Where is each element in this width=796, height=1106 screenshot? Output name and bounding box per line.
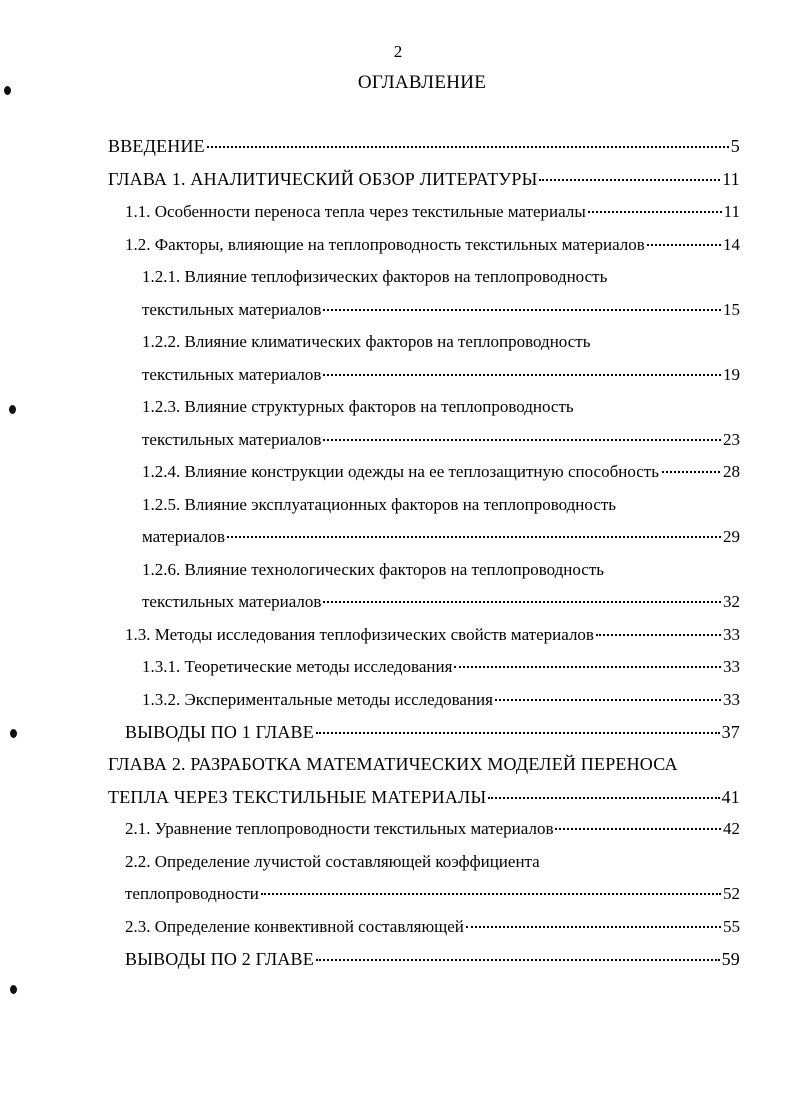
toc-entry[interactable]	[142, 264, 607, 290]
toc-entry-text: 1.3.2. Экспериментальные методы исследования	[142, 690, 493, 709]
binding-hole-mark	[9, 405, 16, 414]
toc-entry[interactable]	[108, 133, 740, 159]
toc-entry[interactable]	[125, 199, 740, 225]
toc-entry[interactable]	[142, 654, 740, 680]
toc-entry-text: ГЛАВА 1. АНАЛИТИЧЕСКИЙ ОБЗОР ЛИТЕРАТУРЫ	[108, 169, 538, 189]
toc-entry-text: ВЫВОДЫ ПО 1 ГЛАВЕ	[125, 722, 314, 742]
toc-entry-page: 55	[723, 917, 740, 936]
toc-entry[interactable]	[125, 881, 740, 907]
toc-entry-text: 1.2.3. Влияние структурных факторов на теплопроводность	[142, 397, 574, 416]
leader-dots	[323, 309, 721, 311]
leader-dots	[227, 536, 721, 538]
leader-dots	[662, 471, 720, 473]
toc-entry[interactable]	[125, 914, 740, 940]
toc-entry-page: 33	[723, 625, 740, 644]
page-title: ОГЛАВЛЕНИЕ	[357, 72, 487, 93]
toc-entry-page: 42	[723, 819, 740, 838]
leader-dots	[488, 797, 719, 799]
toc-entry-text: материалов	[142, 527, 226, 546]
binding-hole-mark	[4, 86, 11, 95]
toc-entry[interactable]	[108, 751, 678, 777]
toc-entry-text: ГЛАВА 2. РАЗРАБОТКА МАТЕМАТИЧЕСКИХ МОДЕЛЕЙ ПЕРЕНОСА	[108, 754, 678, 774]
binding-hole-mark	[10, 985, 17, 994]
toc-entry[interactable]	[142, 329, 590, 355]
toc-entry-text: 1.2.1. Влияние теплофизических факторов на теплопроводность	[142, 267, 608, 286]
toc-entry-text: ВВЕДЕНИЕ	[108, 136, 205, 156]
leader-dots	[261, 893, 721, 895]
toc-entry[interactable]	[125, 849, 540, 875]
toc-entry-page: 33	[723, 657, 740, 676]
toc-entry[interactable]	[125, 946, 740, 972]
toc-entry-text: текстильных материалов	[142, 592, 322, 611]
binding-hole-mark	[10, 729, 17, 738]
toc-entry-text: 2.1. Уравнение теплопроводности текстильных материалов	[125, 819, 554, 838]
toc-entry-page: 29	[723, 527, 740, 546]
toc-entry[interactable]	[142, 362, 740, 388]
toc-entry-text: 2.3. Определение конвективной составляющей	[125, 917, 464, 936]
leader-dots	[647, 244, 721, 246]
toc-entry-text: 1.2. Факторы, влияющие на теплопроводность текстильных материалов	[125, 235, 645, 254]
toc-entry-page: 19	[723, 365, 740, 384]
toc-entry[interactable]	[142, 492, 616, 518]
toc-entry-text: ВЫВОДЫ ПО 2 ГЛАВЕ	[125, 949, 314, 969]
leader-dots	[323, 439, 721, 441]
toc-entry-page: 52	[723, 884, 740, 903]
toc-entry-text: 1.3.1. Теоретические методы исследования	[142, 657, 453, 676]
toc-entry-text: текстильных материалов	[142, 300, 322, 319]
toc-entry[interactable]	[142, 459, 740, 485]
leader-dots	[207, 146, 729, 148]
toc-entry[interactable]	[108, 166, 740, 192]
toc-entry[interactable]	[125, 719, 740, 745]
leader-dots	[454, 666, 721, 668]
toc-entry[interactable]	[108, 784, 740, 810]
toc-entry-page: 23	[723, 430, 740, 449]
toc-entry-text: ТЕПЛА ЧЕРЕЗ ТЕКСТИЛЬНЫЕ МАТЕРИАЛЫ	[108, 787, 487, 807]
toc-entry-text: 1.2.5. Влияние эксплуатационных факторов на теплопроводность	[142, 495, 617, 514]
toc-entry-page: 37	[721, 722, 740, 742]
toc-entry-text: 1.2.2. Влияние климатических факторов на теплопроводность	[142, 332, 591, 351]
toc-entry[interactable]	[142, 687, 740, 713]
toc-entry-text: 1.3. Методы исследования теплофизических свойств материалов	[125, 625, 594, 644]
toc-entry-text: 1.1. Особенности переноса тепла через текстильные материалы	[125, 202, 586, 221]
toc-entry-page: 11	[723, 202, 740, 221]
toc-entry[interactable]	[142, 394, 574, 420]
toc-entry-text: теплопроводности	[125, 884, 259, 903]
toc-entry[interactable]	[142, 297, 740, 323]
toc-entry[interactable]	[142, 557, 604, 583]
toc-entry-page: 33	[723, 690, 740, 709]
toc-entry-text: 1.2.4. Влияние конструкции одежды на ее теплозащитную способность	[142, 462, 659, 481]
toc-entry-page: 59	[721, 949, 740, 969]
toc-entry[interactable]	[125, 232, 740, 258]
toc-entry-text: текстильных материалов	[142, 430, 322, 449]
toc-entry[interactable]	[142, 589, 740, 615]
page-number: 2	[393, 42, 403, 61]
leader-dots	[316, 959, 720, 961]
toc-entry-text: текстильных материалов	[142, 365, 322, 384]
toc-entry-page: 11	[722, 169, 740, 189]
leader-dots	[316, 732, 720, 734]
toc-entry-page: 14	[723, 235, 740, 254]
leader-dots	[323, 601, 721, 603]
leader-dots	[495, 699, 721, 701]
toc-entry-text: 2.2. Определение лучистой составляющей коэффициента	[125, 852, 540, 871]
toc-entry-page: 41	[721, 787, 740, 807]
leader-dots	[588, 211, 722, 213]
toc-entry-page: 5	[730, 136, 740, 156]
toc-entry-page: 28	[723, 462, 740, 481]
leader-dots	[466, 926, 721, 928]
toc-entry[interactable]	[125, 622, 740, 648]
leader-dots	[539, 179, 720, 181]
toc-entry-page: 15	[723, 300, 740, 319]
toc-entry-page: 32	[723, 592, 740, 611]
toc-entry-text: 1.2.6. Влияние технологических факторов на теплопроводность	[142, 560, 605, 579]
leader-dots	[596, 634, 721, 636]
leader-dots	[323, 374, 721, 376]
toc-entry[interactable]	[142, 427, 740, 453]
toc-entry[interactable]	[142, 524, 740, 550]
leader-dots	[555, 828, 721, 830]
toc-entry[interactable]	[125, 816, 740, 842]
